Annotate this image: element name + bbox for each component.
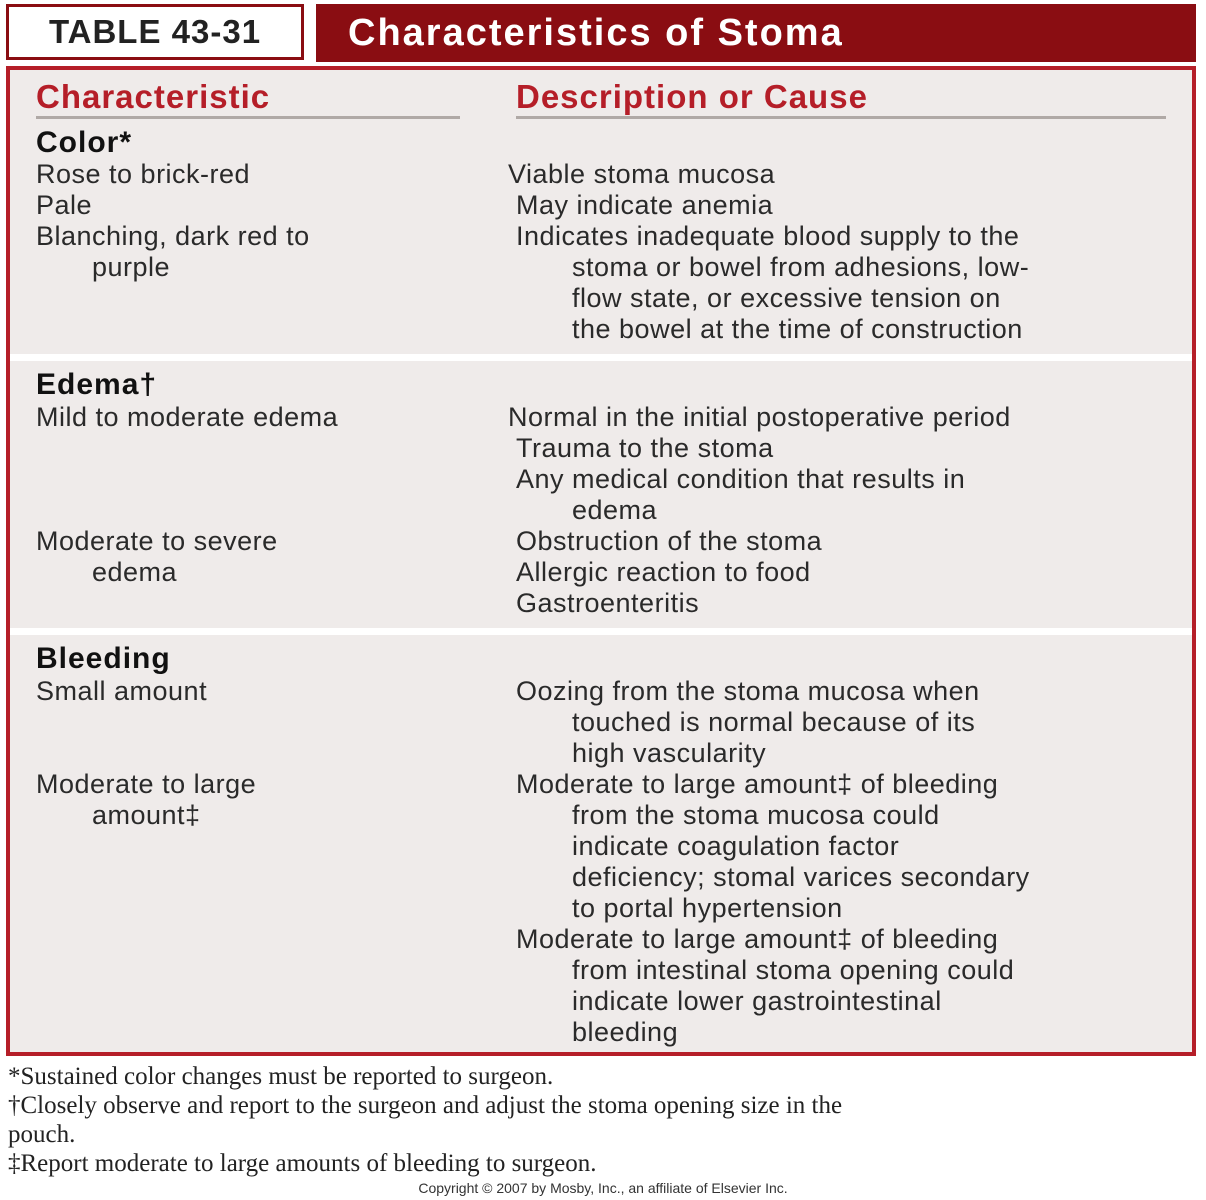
header-rule	[516, 116, 1166, 119]
description-text: indicate coagulation factor	[572, 831, 900, 861]
description-text: Any medical condition that results in	[516, 464, 966, 494]
description-text: to portal hypertension	[572, 893, 843, 923]
description-text: indicate lower gastrointestinal	[572, 986, 942, 1016]
table-title: Characteristics of Stoma	[316, 4, 1196, 62]
characteristic-text: Blanching, dark red to	[36, 221, 310, 251]
description-text: stoma or bowel from adhesions, low-	[572, 252, 1030, 282]
footnote-edema: †Closely observe and report to the surgeon and adjust the stoma opening size in the	[8, 1092, 843, 1119]
table-header	[6, 4, 1196, 62]
description-text: from the stoma mucosa could	[572, 800, 940, 830]
description-text: Trauma to the stoma	[516, 433, 774, 463]
description-text: touched is normal because of its	[572, 707, 976, 737]
description-text: bleeding	[572, 1017, 679, 1047]
characteristic-text: Mild to moderate edema	[36, 402, 339, 432]
section-separator	[10, 628, 1192, 635]
column-header-characteristic: Characteristic	[36, 78, 271, 115]
characteristic-text: Moderate to large	[36, 769, 257, 799]
description-text: Gastroenteritis	[516, 588, 700, 618]
description-text: Viable stoma mucosa	[508, 159, 776, 189]
section-heading-edema: Edema†	[36, 368, 158, 401]
characteristic-text: amount‡	[92, 800, 201, 830]
description-text: Indicates inadequate blood supply to the	[516, 221, 1020, 251]
section-heading-bleeding: Bleeding	[36, 642, 171, 675]
description-text: Obstruction of the stoma	[516, 526, 823, 556]
description-text: the bowel at the time of construction	[572, 314, 1023, 344]
section-heading-color: Color*	[36, 126, 132, 159]
characteristic-text: edema	[92, 557, 178, 587]
characteristic-text: Moderate to severe	[36, 526, 278, 556]
column-headers	[10, 70, 1192, 126]
description-text: deficiency; stomal varices secondary	[572, 862, 1030, 892]
characteristic-text: purple	[92, 252, 171, 282]
table-number: TABLE 43-31	[6, 4, 304, 60]
footnote-color: *Sustained color changes must be reported to surgeon.	[8, 1063, 554, 1090]
footnote-edema-continued: pouch.	[8, 1121, 76, 1148]
description-text: May indicate anemia	[516, 190, 774, 220]
table-body	[6, 66, 1196, 1056]
description-text: edema	[572, 495, 658, 525]
description-text: Moderate to large amount‡ of bleeding	[516, 769, 999, 799]
description-text: Allergic reaction to food	[516, 557, 811, 587]
description-text: Normal in the initial postoperative period	[508, 402, 1011, 432]
footnote-bleeding: ‡Report moderate to large amounts of bleeding to surgeon.	[8, 1150, 597, 1177]
description-text: flow state, or excessive tension on	[572, 283, 1001, 313]
description-text: Moderate to large amount‡ of bleeding	[516, 924, 999, 954]
description-text: from intestinal stoma opening could	[572, 955, 1015, 985]
description-text: high vascularity	[572, 738, 767, 768]
characteristic-text: Rose to brick-red	[36, 159, 251, 189]
section-separator	[10, 354, 1192, 361]
column-header-description: Description or Cause	[516, 78, 868, 115]
description-text: Oozing from the stoma mucosa when	[516, 676, 980, 706]
header-rule	[36, 116, 460, 119]
characteristic-text: Small amount	[36, 676, 208, 706]
copyright-notice: Copyright © 2007 by Mosby, Inc., an affiliate of Elsevier Inc.	[418, 1180, 788, 1196]
characteristic-text: Pale	[36, 190, 93, 220]
